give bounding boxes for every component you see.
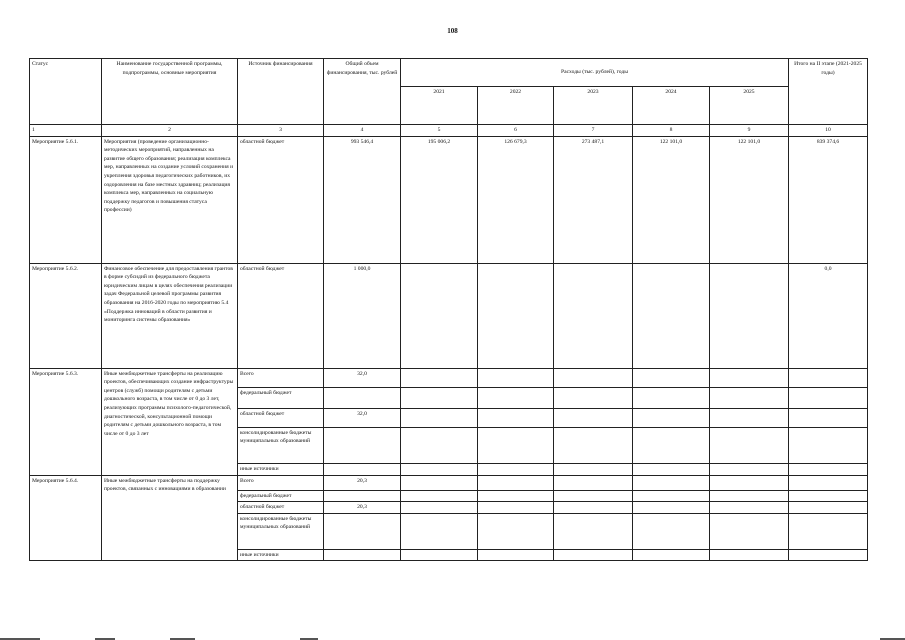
row-2024: 122 101,0 <box>633 136 710 263</box>
row-name: Иные межбюджетные трансферты на реализацию проектов, обеспечивающих создание инфраструктуры центров (служб) помощи родителям с детьми дошкольного возраста, в том числе от 0 до 3 лет, реализующих программы психолого-педагогической, диагностической, консультационной помощи родителям с детьми дошкольного возраста, в том числе от 0 до 3 лет <box>102 368 238 475</box>
row-2023 <box>554 490 633 502</box>
table-row <box>30 136 868 263</box>
row-source: консолидированные бюджеты муниципальных образований <box>238 513 324 549</box>
row-2025 <box>710 490 789 502</box>
row-2024 <box>633 427 710 463</box>
row-2024 <box>633 408 710 427</box>
column-number: 8 <box>633 125 710 137</box>
header-year-2022: 2022 <box>478 87 554 125</box>
row-stage-total <box>789 387 868 408</box>
row-2024 <box>633 513 710 549</box>
column-number: 5 <box>401 125 478 137</box>
header-year-2021: 2021 <box>401 87 478 125</box>
row-stage-total <box>789 513 868 549</box>
row-total: 20,3 <box>324 475 401 490</box>
row-status: Мероприятие 5.6.4. <box>30 475 102 561</box>
row-2021: 195 006,2 <box>401 136 478 263</box>
row-total <box>324 513 401 549</box>
row-total: 32,0 <box>324 368 401 387</box>
header-stage-total: Итого на II этапе (2021-2025 годы) <box>789 59 868 125</box>
row-total: 20,3 <box>324 502 401 514</box>
row-2024 <box>633 502 710 514</box>
row-2022 <box>478 427 554 463</box>
row-source: федеральный бюджет <box>238 490 324 502</box>
header-year-2025: 2025 <box>710 87 789 125</box>
row-source: областной бюджет <box>238 263 324 368</box>
row-2022 <box>478 513 554 549</box>
row-2023 <box>554 263 633 368</box>
row-total <box>324 427 401 463</box>
scan-edge-marks <box>0 636 905 640</box>
row-2021 <box>401 475 478 490</box>
row-total: 993 546,4 <box>324 136 401 263</box>
row-2023 <box>554 408 633 427</box>
row-2023 <box>554 549 633 561</box>
table-row <box>30 368 868 387</box>
column-number: 3 <box>238 125 324 137</box>
row-2024 <box>633 490 710 502</box>
row-stage-total <box>789 368 868 387</box>
header-status: Статус <box>30 59 102 125</box>
row-2021 <box>401 408 478 427</box>
row-source: иные источники <box>238 549 324 561</box>
row-2022 <box>478 463 554 475</box>
row-stage-total: 0,0 <box>789 263 868 368</box>
row-2025 <box>710 513 789 549</box>
row-2023 <box>554 427 633 463</box>
row-stage-total <box>789 427 868 463</box>
column-number: 9 <box>710 125 789 137</box>
row-2024 <box>633 368 710 387</box>
table-row <box>30 263 868 368</box>
row-total: 32,0 <box>324 408 401 427</box>
row-total: 1 000,0 <box>324 263 401 368</box>
row-2024 <box>633 549 710 561</box>
row-total <box>324 387 401 408</box>
row-2025 <box>710 549 789 561</box>
row-source: областной бюджет <box>238 136 324 263</box>
row-2022 <box>478 490 554 502</box>
row-2025 <box>710 387 789 408</box>
row-2022: 126 679,3 <box>478 136 554 263</box>
column-number: 6 <box>478 125 554 137</box>
row-2022 <box>478 502 554 514</box>
row-2025 <box>710 408 789 427</box>
page-number: 108 <box>447 27 458 35</box>
header-expenses: Расходы (тыс. рублей), годы <box>401 59 789 87</box>
row-stage-total <box>789 408 868 427</box>
row-name: Иные межбюджетные трансферты на поддержку проектов, связанных с инновациями в образовании <box>102 475 238 561</box>
row-2025 <box>710 263 789 368</box>
row-stage-total <box>789 490 868 502</box>
row-2021 <box>401 502 478 514</box>
row-source: Всего <box>238 475 324 490</box>
row-source: Всего <box>238 368 324 387</box>
row-2022 <box>478 263 554 368</box>
header-year-2024: 2024 <box>633 87 710 125</box>
row-2025 <box>710 427 789 463</box>
row-2023 <box>554 513 633 549</box>
row-stage-total <box>789 475 868 490</box>
column-number: 2 <box>102 125 238 137</box>
row-total <box>324 490 401 502</box>
row-2021 <box>401 263 478 368</box>
row-2025 <box>710 502 789 514</box>
row-2024 <box>633 475 710 490</box>
row-2025: 122 101,0 <box>710 136 789 263</box>
row-2021 <box>401 427 478 463</box>
row-2023 <box>554 502 633 514</box>
row-stage-total <box>789 502 868 514</box>
row-2022 <box>478 387 554 408</box>
table-row <box>30 475 868 490</box>
row-2024 <box>633 463 710 475</box>
column-number: 4 <box>324 125 401 137</box>
row-source: иные источники <box>238 463 324 475</box>
row-2022 <box>478 408 554 427</box>
row-name: Финансовое обеспечение для предоставления грантов в форме субсидий из федерального бюджета юридическим лицам в целях обеспечения реализации задач Федеральной целевой программы развития образования на 2016-2020 годы по мероприятию 5.4 «Поддержка инноваций в области развития и мониторинга системы образования» <box>102 263 238 368</box>
row-2022 <box>478 549 554 561</box>
row-2021 <box>401 490 478 502</box>
column-numbers-row <box>30 125 868 137</box>
row-2022 <box>478 475 554 490</box>
row-status: Мероприятие 5.6.1. <box>30 136 102 263</box>
row-2023 <box>554 387 633 408</box>
row-2022 <box>478 368 554 387</box>
row-2021 <box>401 463 478 475</box>
column-number: 10 <box>789 125 868 137</box>
row-2025 <box>710 475 789 490</box>
row-2021 <box>401 513 478 549</box>
row-name: Мероприятия (проведение организационно-методических мероприятий, направленных на развитие общего образования; реализация комплекса мер, направленных на создание условий сохранения и укрепления здоровья педагогических работников, их оздоровления на базе местных здравниц; реализация комплекса мер, направленных на социальную поддержку педагогов и повышения статуса профессии) <box>102 136 238 263</box>
column-number: 7 <box>554 125 633 137</box>
row-2021 <box>401 368 478 387</box>
column-number: 1 <box>30 125 102 137</box>
budget-table <box>29 58 868 561</box>
header-total: Общий объем финансирования, тыс. рублей <box>324 59 401 125</box>
header-name: Наименование государственной программы, подпрограммы, основные мероприятия <box>102 59 238 125</box>
row-status: Мероприятие 5.6.2. <box>30 263 102 368</box>
header-year-2023: 2023 <box>554 87 633 125</box>
row-source: областной бюджет <box>238 408 324 427</box>
row-2025 <box>710 463 789 475</box>
row-2021 <box>401 387 478 408</box>
row-source: консолидированные бюджеты муниципальных образований <box>238 427 324 463</box>
row-status: Мероприятие 5.6.3. <box>30 368 102 475</box>
row-source: областной бюджет <box>238 502 324 514</box>
header-source: Источник финансирования <box>238 59 324 125</box>
row-2023 <box>554 463 633 475</box>
row-source: федеральный бюджет <box>238 387 324 408</box>
row-2021 <box>401 549 478 561</box>
row-stage-total: 839 374,6 <box>789 136 868 263</box>
row-2023 <box>554 475 633 490</box>
row-2024 <box>633 387 710 408</box>
row-2023 <box>554 368 633 387</box>
row-total <box>324 549 401 561</box>
row-stage-total <box>789 463 868 475</box>
row-2023: 273 487,1 <box>554 136 633 263</box>
row-2024 <box>633 263 710 368</box>
row-stage-total <box>789 549 868 561</box>
row-2025 <box>710 368 789 387</box>
row-total <box>324 463 401 475</box>
